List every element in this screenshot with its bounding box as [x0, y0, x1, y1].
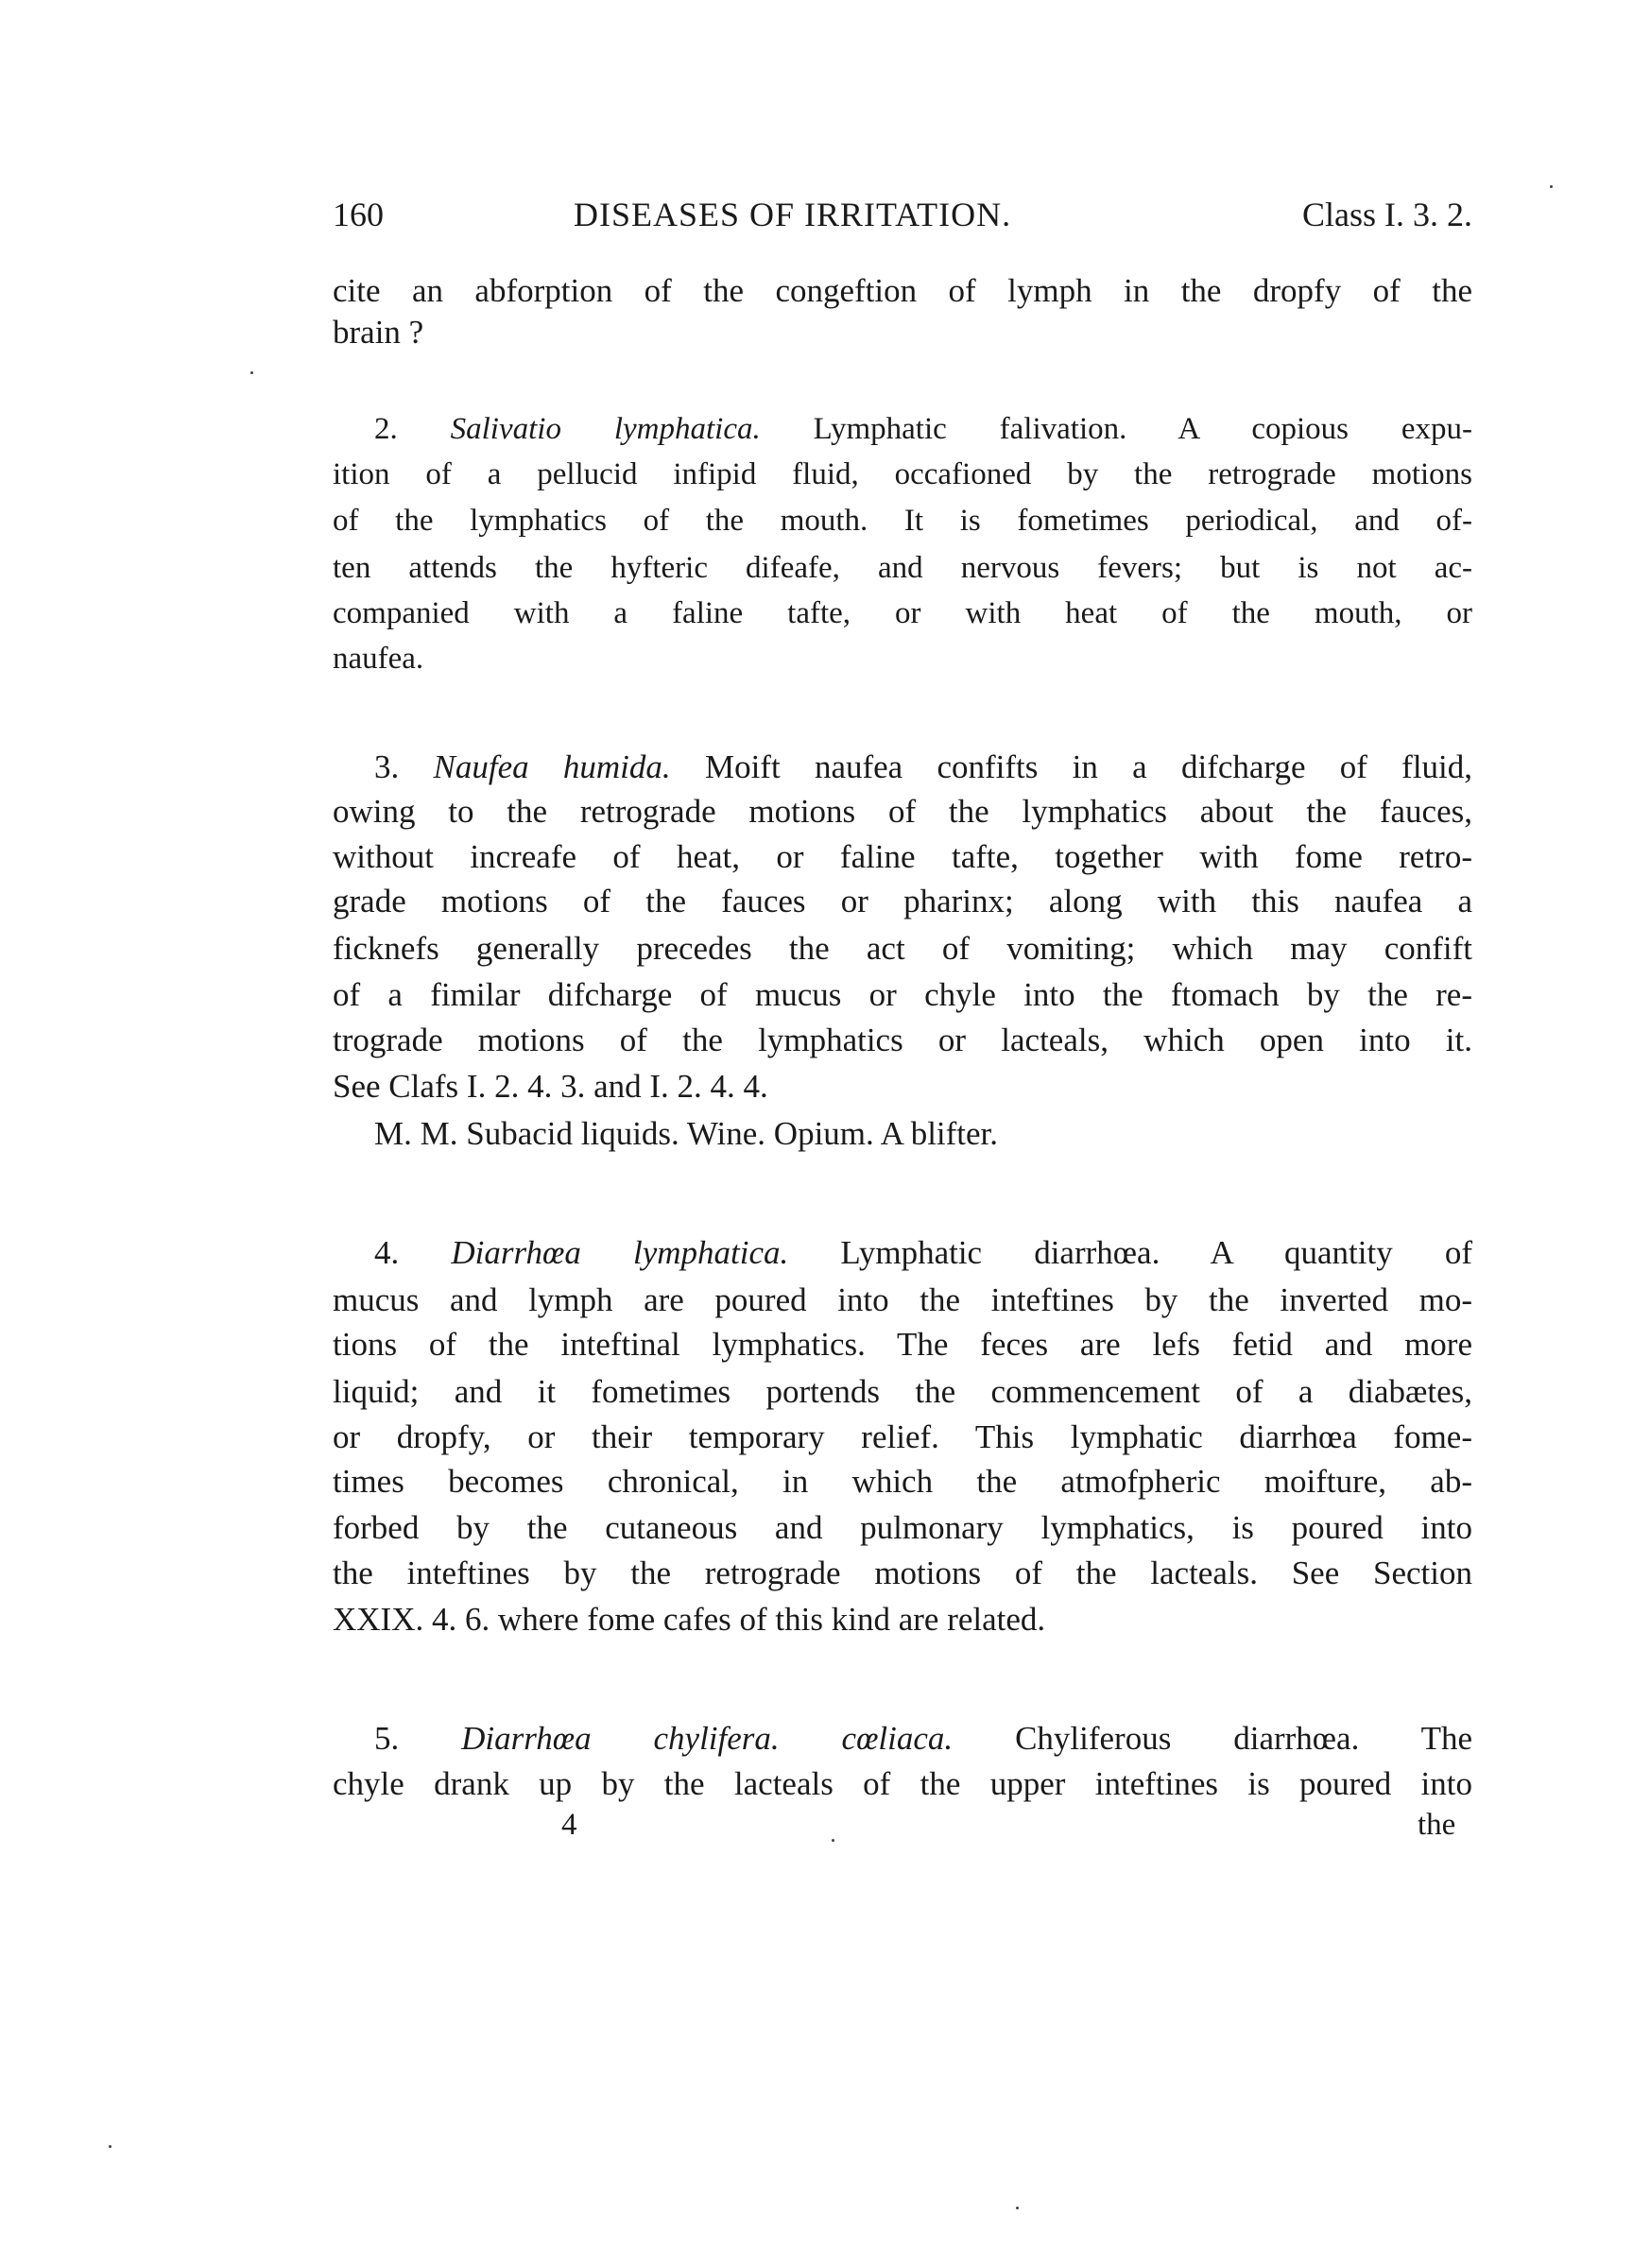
text-line: See Clafs I. 2. 4. 3. and I. 2. 4. 4.: [333, 1068, 768, 1105]
text-line: grade motions of the fauces or pharinx; along with this naufea a: [333, 883, 1472, 919]
entry-latin-title: Diarrhœa chylifera. cœliaca.: [461, 1720, 954, 1757]
paper-speck: [109, 2145, 112, 2148]
text-line: Moift naufea confifts in a difcharge of fluid,: [704, 748, 1473, 785]
text-line: of the lymphatics of the mouth. It is fometimes periodical, and of-: [333, 504, 1472, 538]
text-line: mucus and lymph are poured into the inteftines by the inverted mo-: [333, 1281, 1472, 1318]
entry-number: 3.: [374, 748, 400, 785]
text-line: cite an abforption of the congeftion of lymph in the dropfy of the: [333, 272, 1472, 309]
catchword: the: [1418, 1808, 1456, 1842]
paper-speck: [1016, 2207, 1019, 2209]
paper-speck: [832, 1839, 834, 1842]
text-line: owing to the retrograde motions of the lymphatics about the fauces,: [333, 793, 1472, 830]
text-line: the inteftines by the retrograde motions of the lacteals. See Section: [333, 1555, 1472, 1591]
entry-heading-line: [333, 747, 1472, 787]
paper-speck: [250, 371, 253, 374]
text-line: brain ?: [333, 314, 424, 351]
entry-number: 2.: [374, 412, 398, 446]
text-line: forbed by the cutaneous and pulmonary lymphatics, is poured into: [333, 1509, 1472, 1546]
text-line: or dropfy, or their temporary relief. This lymphatic diarrhœa fome-: [333, 1418, 1472, 1455]
text-line: companied with a faline tafte, or with heat of the mouth, or: [333, 596, 1472, 630]
entry-heading-line: [333, 409, 1472, 449]
text-line: liquid; and it fometimes portends the commencement of a diabætes,: [333, 1373, 1472, 1410]
text-line: Chyliferous diarrhœa. The: [1015, 1720, 1473, 1757]
page-number: 160: [333, 196, 384, 233]
class-reference: Class I. 3. 2.: [1302, 196, 1472, 233]
materia-medica-line: M. M. Subacid liquids. Wine. Opium. A blifter.: [374, 1115, 999, 1152]
text-line: without increafe of heat, or faline tafte, together with fome retro-: [333, 838, 1472, 875]
text-line: ficknefs generally precedes the act of vomiting; which may confift: [333, 930, 1472, 967]
entry-heading-line: [333, 1233, 1472, 1273]
text-line: Lymphatic falivation. A copious expu-: [813, 412, 1473, 446]
entry-latin-title: Salivatio lymphatica.: [450, 412, 761, 446]
entry-number: 5.: [374, 1720, 400, 1757]
text-line: naufea.: [333, 642, 424, 676]
text-line: times becomes chronical, in which the atmofpheric moifture, ab-: [333, 1463, 1472, 1500]
entry-number: 4.: [374, 1234, 400, 1271]
text-line: XXIX. 4. 6. where fome cafes of this kind are related.: [333, 1601, 1046, 1638]
text-line: ten attends the hyfteric difeafe, and nervous fevers; but is not ac-: [333, 551, 1472, 585]
text-line: ition of a pellucid infipid fluid, occafioned by the retrograde motions: [333, 457, 1472, 491]
entry-latin-title: Diarrhœa lymphatica.: [451, 1234, 789, 1271]
text-line: tions of the inteftinal lymphatics. The feces are lefs fetid and more: [333, 1326, 1472, 1363]
text-line: chyle drank up by the lacteals of the upper inteftines is poured into: [333, 1765, 1472, 1802]
text-line: trograde motions of the lymphatics or lacteals, which open into it.: [333, 1022, 1472, 1058]
signature-mark: 4: [561, 1808, 577, 1842]
paper-speck: [1550, 185, 1553, 188]
entry-heading-line: [333, 1719, 1472, 1759]
text-line: of a fimilar difcharge of mucus or chyle into the ftomach by the re-: [333, 976, 1472, 1013]
entry-latin-title: Naufea humida.: [433, 748, 671, 785]
running-title: DISEASES OF IRRITATION.: [574, 196, 1012, 233]
text-line: Lymphatic diarrhœa. A quantity of: [840, 1234, 1473, 1271]
